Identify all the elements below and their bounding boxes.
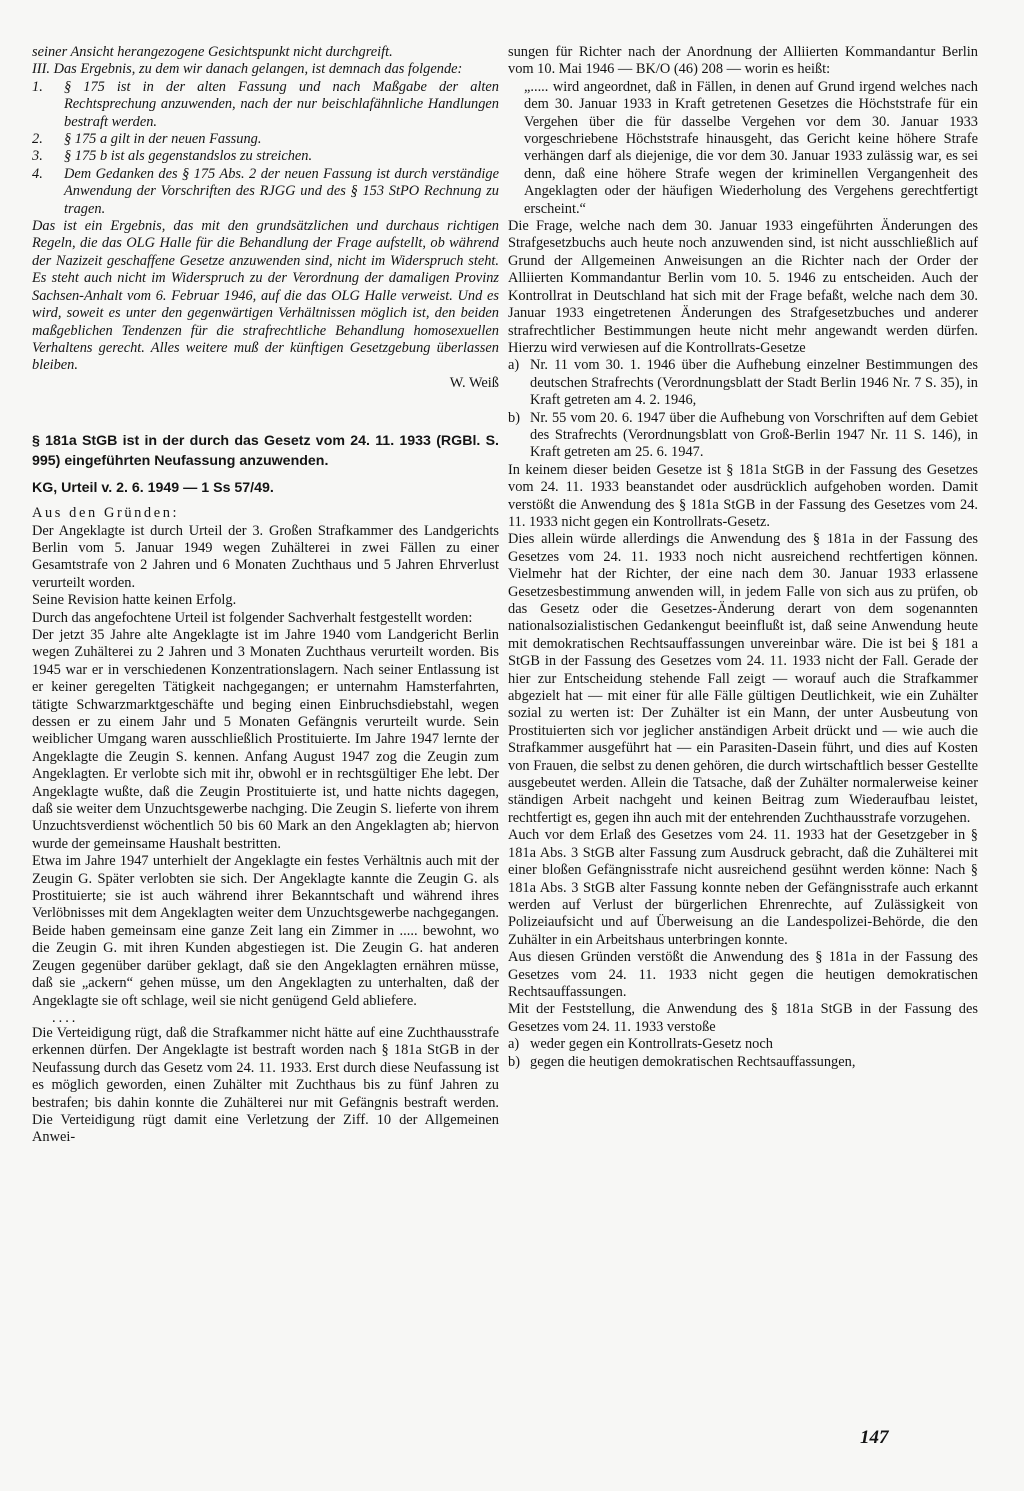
list-number: a) — [508, 357, 520, 374]
paragraph: Aus diesen Gründen verstößt die Anwendung des § 181a in der Fassung des Gesetzes vom 24. 11. 1933 nicht gegen die heutigen demokratischen Rechtsauffassungen. — [508, 949, 978, 1000]
list-number: 4. — [32, 165, 43, 182]
paragraph: Dies allein würde allerdings die Anwendung des § 181a in der Fassung des Gesetzes vom 24. 11. 1933 noch nicht ausreichend rechtfertigen können. Vielmehr hat der Richter, der eine nach dem 30. Januar 1933 erlassene Gesetzesbestimmung anwenden will, in jedem Falle von sich aus zu prüfen, ob das Gesetz oder die Gesetzes-Änderung derart von dem sogenannten nationalsozialistischen Gedankengut beeinflußt ist, daß seine Anwendung heute mit demokratischen Rechtsauffassungen unvereinbar wäre. Die ist bei § 181 a StGB in der Fassung des Gesetzes vom 24. 11. 1933 nicht der Fall. Gerade der hier zur Entscheidung stehende Fall zeigt — worauf auch die Strafkammer abgezielt hat — mit einer für alle Fälle gültigen Deutlichkeit, wie ein Zuhälter sozial zu werten ist: Der Zuhälter ist ein Mann, der unter Ausbeutung von Prostituierten sich vor jeglicher anständigen Arbeit drückt und — wie auch die Strafkammer ausgeführt hat — ein Parasiten-Dasein führt, und dies auf Kosten von Frauen, die selbst zu denen gehören, die durch wirtschaftlich besser Gestellte ausgebeutet werden. Allein die Tatsache, daß der Zuhälter normalerweise keiner ständigen Arbeit nachgeht und keinen Beitrag zum Wiederaufbau leistet, rechtfertigt es, gegen ihn auch mit der entehrenden Zuchthausstrafe vorzugehen. — [508, 531, 978, 826]
list-item — [508, 1036, 978, 1053]
list-text: § 175 b ist als gegenstandslos zu streichen. — [64, 148, 313, 165]
paragraph: sungen für Richter nach der Anordnung der Alliierten Kommandantur Berlin vom 10. Mai 1946 — BK/O (46) 208 — worin es heißt: — [508, 44, 978, 78]
paragraph: Auch vor dem Erlaß des Gesetzes vom 24. 11. 1933 hat der Gesetzgeber in § 181a Abs. 3 StGB alter Fassung zum Ausdruck gebracht, daß die Zuhälterei mit einer bloßen Gefängnisstrafe nicht ausreichend gesühnt werden könne: Nach § 181a Abs. 3 StGB alter Fassung konnte neben der Gefängnisstrafe auch erkannt werden auf Verlust der bürgerlichen Ehrenrechte, auf Zulässigkeit von Polizeiaufsicht und auf Überweisung an die Landespolizei-Behörde, die den Zuhälter in ein Arbeitshaus unterbringen konnte. — [508, 827, 978, 948]
list-text: § 175 a gilt in der neuen Fassung. — [64, 131, 262, 148]
paragraph: III. Das Ergebnis, zu dem wir danach gelangen, ist demnach das folgende: — [32, 61, 463, 78]
page-number: 147 — [860, 1427, 889, 1448]
right-column — [508, 44, 978, 1071]
list-item — [32, 131, 499, 148]
block-quote: „..... wird angeordnet, daß in Fällen, in denen auf Grund irgend welches nach dem 30. Januar 1933 in Kraft getretenen Gesetzes die Höchststrafe für ein Vergehen über die für dasselbe Vergehen vor dem 30. Januar 1933 vorgeschriebene Höchststrafe hinausgeht, das Gericht keine höhere Strafe verhängen darf als diejenige, die vor dem 30. Januar 1933 zulässig war, es sei denn, daß eine höhere Strafe wegen der kriminellen Vergangenheit des Angeklagten oder der häufigen Wiederholung des Vergehens gerechtfertigt erscheint.“ — [524, 78, 978, 217]
list-number: a) — [508, 1036, 520, 1053]
list-number: 1. — [32, 78, 43, 95]
paragraph: Das ist ein Ergebnis, das mit den grundsätzlichen und durchaus richtigen Regeln, die das OLG Halle für die Behandlung der Frage aufstellt, ob während der Nazizeit geschaffene Gesetze anzuwenden sind, nicht im Widerspruch steht. Es steht auch nicht im Widerspruch zu der Verordnung der damaligen Provinz Sachsen-Anhalt vom 6. Februar 1946, auf die das OLG Halle verweist. Und es wird, soweit es unter den gegenwärtigen Verhältnissen möglich ist, den beiden maßgeblichen Tendenzen für die strafrechtliche Behandlung homosexuellen Verhaltens gerecht. Alles weitere muß der künftigen Gesetzgebung überlassen bleiben. — [32, 218, 499, 374]
author-signature: W. Weiß — [449, 374, 499, 391]
left-column — [32, 44, 499, 1147]
list-text: § 175 ist in der alten Fassung und nach Maßgabe der alten Rechtsprechung anzuwenden, nach der nur beischlafähnliche Handlungen bestraft werden. — [64, 78, 499, 130]
section-heading: Aus den Gründen: — [32, 505, 180, 522]
paragraph: Durch das angefochtene Urteil ist folgender Sachverhalt festgestellt worden: — [32, 609, 473, 626]
list-text: Dem Gedanken des § 175 Abs. 2 der neuen Fassung ist durch verständige Anwendung der Vorschriften des RJGG und des § 153 StPO Rechnung zu tragen. — [64, 165, 499, 217]
list-item — [508, 410, 978, 462]
list-number: b) — [508, 409, 520, 426]
paragraph: seiner Ansicht herangezogene Gesichtspunkt nicht durchgreift. — [32, 44, 393, 60]
list-item — [32, 79, 499, 131]
paragraph: Die Verteidigung rügt, daß die Strafkammer nicht hätte auf eine Zuchthausstrafe erkennen dürfen. Der Angeklagte ist bestraft worden nach § 181a StGB in der Neufassung durch das Gesetz vom 24. 11. 1933. Erst durch diese Neufassung ist es möglich geworden, einen Zuhälter mit Zuchthaus bis zu fünf Jahren zu bestrafen; bis dahin konnte die Zuhälterei nur mit Gefängnis bestraft werden. Die Verteidigung rügt damit eine Verletzung der Ziff. 10 der Allgemeinen Anwei- — [32, 1024, 499, 1146]
list-item — [508, 357, 978, 409]
paragraph: Die Frage, welche nach dem 30. Januar 1933 eingeführten Änderungen des Strafgesetzbuchs auch heute noch anzuwenden sind, ist nicht ausschließlich auf Grund der Allgemeinen Anweisungen an die Richter nach der Order der Alliierten Kommandantur Berlin vom 10. 5. 1946 zu entscheiden. Auch der Kontrollrat in Deutschland hat sich mit der Frage befaßt, welche nach dem 30. Januar 1933 eingetretenen Änderungen des Strafgesetzbuches und anderer strafrechtlicher Bestimmungen heute nicht mehr angewandt werden dürfen. Hierzu wird verwiesen auf die Kontrollrats-Gesetze — [508, 218, 978, 356]
paragraph: Der jetzt 35 Jahre alte Angeklagte ist im Jahre 1940 vom Landgericht Berlin wegen Zuhälterei zu 2 Jahren und 3 Monaten Zuchthaus verurteilt worden. Bis 1945 war er in verschiedenen Konzentrationslagern. Nach seiner Entlassung ist er keiner geregelten Tätigkeit nachgegangen; er unternahm Hamsterfahrten, tätigte Schwarzmarktgeschäfte und beging einen Einbruchsdiebstahl, wegen dessen er zu einem Jahr und 5 Monaten Gefängnis verurteilt wurde. Sein weiblicher Umgang waren ausschließlich Prostituierte. Im Jahre 1947 lernte der Angeklagte die Zeugin S. kennen. Anfang August 1947 zog die Zeugin zum Angeklagten. Er verlobte sich mit ihr, obwohl er in rechtsgültiger Ehe lebt. Der Angeklagte wußte, daß die Zeugin Prostituierte ist, und hatte nichts dagegen, daß sie weiter dem Unzuchtsgewerbe nachging. Die Zeugin S. lieferte von ihrem Unzuchtsverdienst wöchentlich 50 bis 60 Mark an den Angeklagten ab; hiervon wurde der gemeinsame Haushalt bestritten. — [32, 626, 499, 852]
court-citation: KG, Urteil v. 2. 6. 1949 — 1 Ss 57/49. — [32, 479, 274, 496]
list-item — [32, 166, 499, 218]
list-number: b) — [508, 1053, 520, 1070]
list-item — [508, 1054, 978, 1071]
paragraph: Der Angeklagte ist durch Urteil der 3. Großen Strafkammer des Landgerichts Berlin vom 5. Januar 1949 wegen Zuhälterei in zwei Fällen zu einer Gesamtstrafe von 2 Jahren und 6 Monaten Zuchthaus und 5 Jahren Ehrverlust verurteilt worden. — [32, 522, 499, 591]
paragraph: Seine Revision hatte keinen Erfolg. — [32, 592, 237, 609]
list-text: Nr. 55 vom 20. 6. 1947 über die Aufhebung von Vorschriften auf dem Gebiet des Strafrechts (Verordnungsblatt von Groß-Berlin 1947 Nr. 11 S. 146), in Kraft getreten am 25. 6. 1947. — [530, 409, 978, 461]
list-number: 2. — [32, 131, 43, 148]
paragraph: Etwa im Jahre 1947 unterhielt der Angeklagte ein festes Verhältnis auch mit der Zeugin G. Später verlobten sie sich. Der Angeklagte kannte die Zeugin G. als Prostituierte; sie ist auch während ihrer Bekanntschaft und während ihres Verlöbnisses mit dem Angeklagten weiter dem Unzuchtsgewerbe nachgegangen. Beide haben gemeinsam eine ganze Zeit lang ein Zimmer in ..... bewohnt, wo die Zeugin G. mit ihren Kunden abgestiegen ist. Die Zeugin G. hat anderen Zeugen gegenüber darüber geklagt, daß sie den Angeklagten ernähren müsse, daß sie „ackern“ gehen müsse, um den Angeklagten zu unterhalten, daß der Angeklagte sie oft schlage, weil sie nicht genügend Geld abliefere. — [32, 853, 499, 1009]
paragraph: Mit der Feststellung, die Anwendung des § 181a StGB in der Fassung des Gesetzes vom 24. 11. 1933 verstoße — [508, 1001, 978, 1035]
list-item — [32, 148, 499, 165]
list-text: Nr. 11 vom 30. 1. 1946 über die Aufhebung einzelner Bestimmungen des deutschen Strafrechts (Verordnungsblatt der Stadt Berlin 1946 Nr. 7 S. 35), in Kraft getreten am 4. 2. 1946, — [530, 357, 978, 409]
list-text: gegen die heutigen demokratischen Rechtsauffassungen, — [530, 1053, 856, 1070]
list-text: weder gegen ein Kontrollrats-Gesetz noch — [530, 1036, 773, 1053]
headnote: § 181a StGB ist in der durch das Gesetz vom 24. 11. 1933 (RGBl. S. 995) eingeführten Neufassung anzuwenden. — [32, 433, 499, 469]
list-number: 3. — [32, 148, 43, 165]
omission-marker: .... — [52, 1009, 79, 1026]
paragraph: In keinem dieser beiden Gesetze ist § 181a StGB in der Fassung des Gesetzes vom 24. 11. 1933 beanstandet oder ausdrücklich aufgehoben worden. Damit verstößt die Anwendung des § 181a StGB in der Fassung des Gesetzes vom 24. 11. 1933 nicht gegen ein Kontrollrats-Gesetz. — [508, 461, 978, 530]
